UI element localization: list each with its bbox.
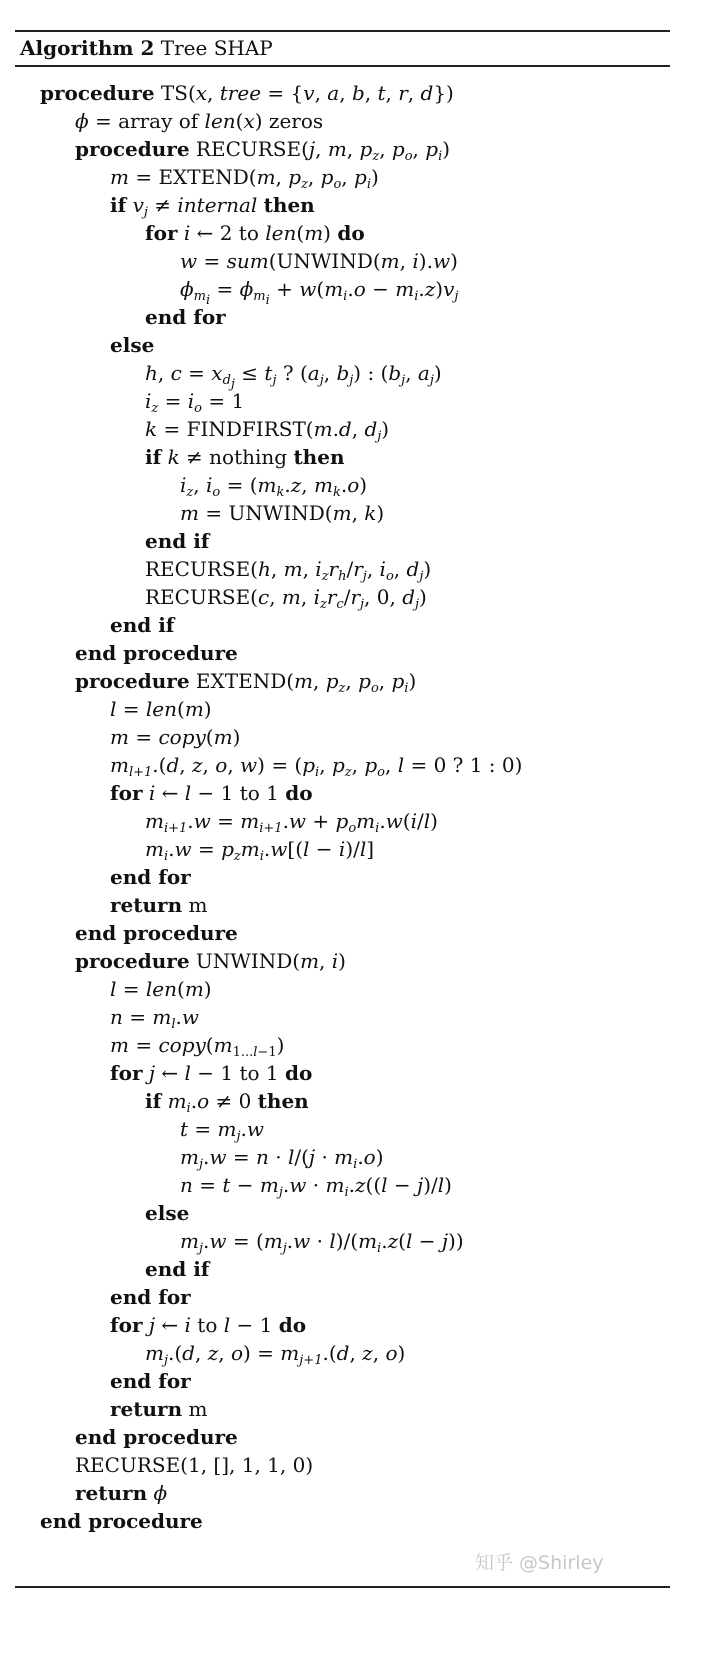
code-line: else xyxy=(145,1201,190,1225)
code-line: RECURSE(1, [], 1, 1, 0) xyxy=(75,1453,314,1477)
code-line: h, $c = x_{d_j} \le t_j$ ? ($a_j$, $b_j$) : ($b_j$, $a_j$) xyxy=(145,361,442,392)
title-rule xyxy=(15,65,670,67)
code-line: $n = m_l.w$ xyxy=(110,1005,199,1032)
code-line: m = UNWIND(m, k) xyxy=(180,501,385,525)
code-line: RECURSE(h, m, $i_zr_h/r_j$, $i_o$, $d_j$) xyxy=(145,557,432,584)
code-line: end for xyxy=(145,305,226,329)
code-line: for i ← l − 1 to 1 do xyxy=(110,781,313,805)
code-line: end procedure xyxy=(75,921,238,945)
code-line: $m_j.w = n \cdot l/(j \cdot m_i.o)$ xyxy=(180,1145,384,1172)
code-line: procedure RECURSE(j, m, $p_z$, $p_o$, $p_i$) xyxy=(75,137,451,164)
code-line: k = FINDFIRST(m.d, $d_j$) xyxy=(145,417,390,444)
code-line: $m = copy(m_{1...l-1})$ xyxy=(110,1033,285,1060)
code-line: end for xyxy=(110,1285,191,1309)
code-line: $i_z = i_o = 1$ xyxy=(145,389,245,416)
code-line: end procedure xyxy=(40,1509,203,1533)
top-rule xyxy=(15,30,670,32)
code-line: $n = t - m_j.w \cdot m_i.z((l - j)/l)$ xyxy=(180,1173,452,1200)
code-line: $m_{l+1}.(d$, z, o, $w) = (p_i$, $p_z$, $p_o$, l = 0 ? 1 : 0) xyxy=(110,753,523,780)
code-line: for i ← 2 to len(m) do xyxy=(145,221,365,245)
code-line: $\phi_{m_i} = \phi_{m_i} + w(m_i.o - m_i.z)v_j$ xyxy=(180,277,459,308)
code-line: return ϕ xyxy=(75,1481,168,1505)
bottom-rule xyxy=(15,1586,670,1588)
code-line: if $v_j$ ≠ internal then xyxy=(110,193,315,220)
code-line: $m_j.(d$, z, $o) = m_{j+1}.(d$, z, o) xyxy=(145,1341,406,1368)
code-line: procedure UNWIND(m, i) xyxy=(75,949,346,973)
code-line: RECURSE(c, m, $i_zr_c/r_j$, 0, $d_j$) xyxy=(145,585,427,612)
code-line: end procedure xyxy=(75,1425,238,1449)
code-line: $m_j.w = (m_j.w \cdot l)/(m_i.z(l - j))$ xyxy=(180,1229,464,1256)
code-line: for j ← i to l − 1 do xyxy=(110,1313,307,1337)
code-line: $i_z$, $i_o = (m_k.z$, $m_k.o$) xyxy=(180,473,368,500)
code-line: end if xyxy=(110,613,175,637)
code-line: $t = m_j.w$ xyxy=(180,1117,265,1144)
code-line: end for xyxy=(110,865,191,889)
algorithm-name: Tree SHAP xyxy=(160,36,273,60)
code-line: procedure EXTEND(m, $p_z$, $p_o$, $p_i$) xyxy=(75,669,417,696)
code-line: $m_{i+1}.w = m_{i+1}.w + p_om_i.w(i/l)$ xyxy=(145,809,438,836)
code-line: l = len(m) xyxy=(110,977,212,1001)
code-line: if $m_i.o \ne 0$ then xyxy=(145,1089,309,1116)
code-line: end procedure xyxy=(75,641,238,665)
code-line: m = copy(m) xyxy=(110,725,241,749)
code-line: end for xyxy=(110,1369,191,1393)
algorithm-title xyxy=(20,36,273,60)
code-line: return m xyxy=(110,893,208,917)
code-line: if k ≠ nothing then xyxy=(145,445,345,469)
code-line: ϕ = array of len(x) zeros xyxy=(75,109,324,133)
watermark: 知乎 @Shirley xyxy=(475,1552,604,1574)
code-line: return m xyxy=(110,1397,208,1421)
code-line: l = len(m) xyxy=(110,697,212,721)
code-line: end if xyxy=(145,1257,210,1281)
code-line: procedure TS(x, tree = {v, a, b, t, r, d}) xyxy=(40,81,454,105)
code-line: else xyxy=(110,333,155,357)
code-line: w = sum(UNWIND(m, i).w) xyxy=(180,249,458,273)
code-line: m = EXTEND(m, $p_z$, $p_o$, $p_i$) xyxy=(110,165,379,192)
code-line: end if xyxy=(145,529,210,553)
algorithm-label: Algorithm 2 xyxy=(20,36,155,60)
code-line: for j ← l − 1 to 1 do xyxy=(110,1061,313,1085)
code-line: $m_i.w = p_zm_i.w[(l - i)/l]$ xyxy=(145,837,375,864)
